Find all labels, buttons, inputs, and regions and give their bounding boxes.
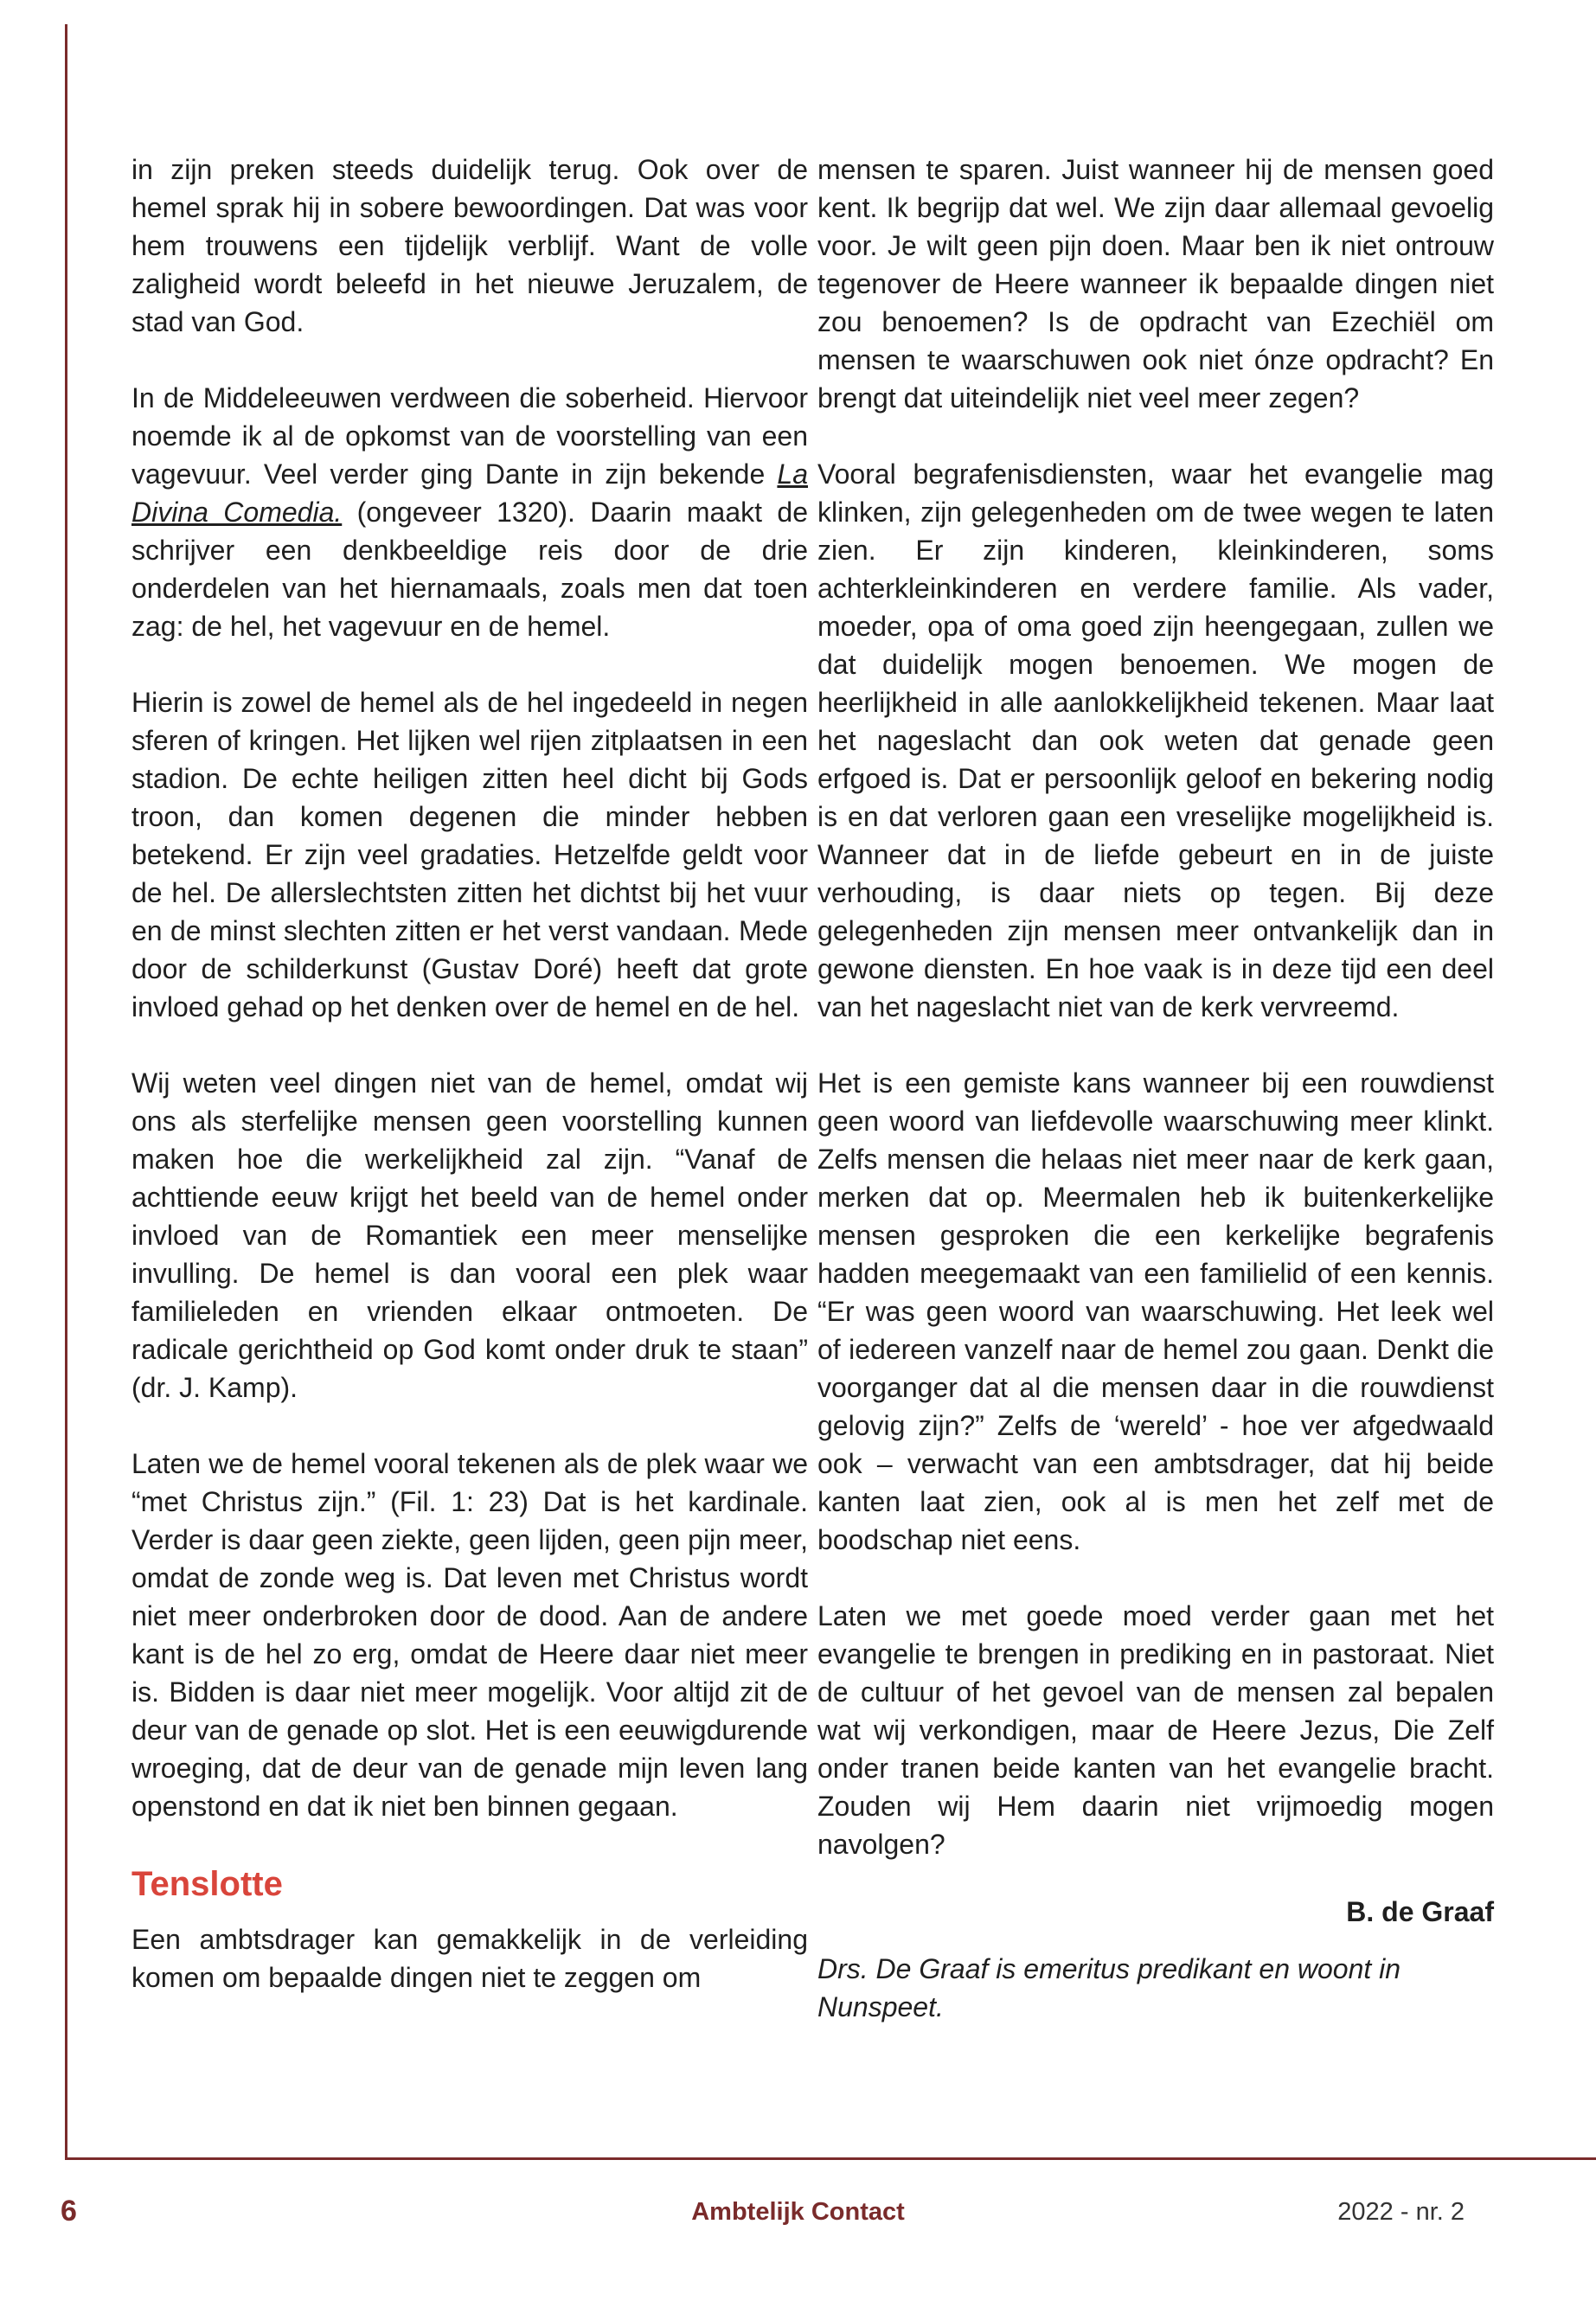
page-margin-rule bbox=[65, 24, 67, 2157]
right-paragraph-1: mensen te sparen. Juist wanneer hij de mensen goed kent. Ik begrijp dat wel. We zijn daar allemaal gevoelig voor. Je wilt geen pijn doen. Maar ben ik niet ontrouw tegenover de Heere wanneer ik bepaalde dingen niet zou benoemen? Is de opdracht van Ezechiël om mensen te waarschuwen ook niet ónze opdracht? En brengt dat uiteindelijk niet veel meer zegen? bbox=[817, 154, 1494, 413]
left-paragraph-2 bbox=[131, 379, 808, 645]
left-paragraph-3: Hierin is zowel de hemel als de hel ingedeeld in negen sferen of kringen. Het lijken wel rijen zitplaatsen in een stadion. De echte heiligen zitten heel dicht bij Gods troon, dan komen degenen die minder hebben betekend. Er zijn veel gradaties. Hetzelfde geldt voor de hel. De allerslechtsten zitten het dichtst bij het vuur en de minst slechten zitten er het verst vandaan. Mede door de schilderkunst (Gustav Doré) heeft dat grote invloed gehad op het denken over de hemel en de hel. bbox=[131, 687, 808, 1022]
left-paragraph-4: Wij weten veel dingen niet van de hemel, omdat wij ons als sterfelijke mensen geen voorstelling kunnen maken hoe die werkelijkheid zal zijn. “Vanaf de achttiende eeuw krijgt het beeld van de hemel onder invloed van de Romantiek een meer menselijke invulling. De hemel is dan vooral een plek waar familieleden en vrienden elkaar ontmoeten. De radicale gerichtheid op God komt onder druk te staan” (dr. J. Kamp). bbox=[131, 1067, 808, 1403]
page-number: 6 bbox=[61, 2195, 77, 2227]
left-paragraph-2-text-b: (ongeveer 1320). Daarin maakt de schrijver een denkbeeldige reis door de drie onderdelen van het hiernamaals, zoals men dat toen zag: de hel, het vagevuur en de hemel. bbox=[131, 497, 809, 642]
right-paragraph-2: Vooral begrafenisdiensten, waar het evangelie mag klinken, zijn gelegenheden om de twee wegen te laten zien. Er zijn kinderen, kleinkinderen, soms achterkleinkinderen en verdere familie. Als vader, moeder, opa of oma goed zijn heengegaan, zullen we dat duidelijk mogen benoemen. We mogen de heerlijkheid in alle aanlokkelijkheid tekenen. Maar laat het nageslacht dan ook weten dat genade geen erfgoed is. Dat er persoonlijk geloof en bekering nodig is en dat verloren gaan een vreselijke mogelijkheid is. Wanneer dat in de liefde gebeurt en in de juiste verhouding, is daar niets op tegen. Bij deze gelegenheden zijn mensen meer ontvankelijk dan in gewone diensten. En hoe vaak is in deze tijd een deel van het nageslacht niet van de kerk vervreemd. bbox=[817, 458, 1494, 1022]
right-column bbox=[817, 151, 1494, 2026]
left-paragraph-6: Een ambtsdrager kan gemakkelijk in de verleiding komen om bepaalde dingen niet te zeggen om bbox=[131, 1924, 808, 1993]
author-note: Drs. De Graaf is emeritus predikant en woont in Nunspeet. bbox=[817, 1953, 1401, 2022]
author-signature: B. de Graaf bbox=[1346, 1896, 1494, 1927]
magazine-title: Ambtelijk Contact bbox=[691, 2198, 905, 2226]
left-paragraph-5: Laten we de hemel vooral tekenen als de plek waar we “met Christus zijn.” (Fil. 1: 23) Dat is het kardinale. Verder is daar geen ziekte, geen lijden, geen pijn meer, omdat de zonde weg is. Dat leven met Christus wordt niet meer onderbroken door de dood. Aan de andere kant is de hel zo erg, omdat de Heere daar niet meer is. Bidden is daar niet meer mogelijk. Voor altijd zit de deur van de genade op slot. Het is een eeuwigdurende wroeging, dat de deur van de genade mijn leven lang openstond en dat ik niet ben binnen gegaan. bbox=[131, 1448, 808, 1822]
footer-rule bbox=[65, 2157, 1596, 2160]
right-paragraph-3: Het is een gemiste kans wanneer bij een rouwdienst geen woord van liefdevolle waarschuwing meer klinkt. Zelfs mensen die helaas niet meer naar de kerk gaan, merken dat op. Meermalen heb ik buitenkerkelijke mensen gesproken die een kerkelijke begrafenis hadden meegemaakt van een familielid of een kennis. “Er was geen woord van waarschuwing. Het leek wel of iedereen vanzelf naar de hemel zou gaan. Denkt die voorganger dat al die mensen daar in die rouwdienst gelovig zijn?” Zelfs de ‘wereld’ - hoe ver afgedwaald ook – verwacht van een ambtsdrager, dat hij beide kanten laat zien, ook al is men het zelf met de boodschap niet eens. bbox=[817, 1067, 1494, 1555]
divina-comedia-title: La Divina Comedia. bbox=[131, 458, 808, 528]
issue-label: 2022 - nr. 2 bbox=[1337, 2198, 1465, 2226]
left-paragraph-2-text-a: In de Middeleeuwen verdween die soberheid. Hiervoor noemde ik al de opkomst van de voorstelling van een vagevuur. Veel verder ging Dante in zijn bekende bbox=[131, 382, 808, 490]
left-column bbox=[131, 151, 808, 2035]
right-paragraph-4: Laten we met goede moed verder gaan met het evangelie te brengen in prediking en in pastoraat. Niet de cultuur of het gevoel van de mensen zal bepalen wat wij verkondigen, maar de Heere Jezus, Die Zelf onder tranen beide kanten van het evangelie bracht. Zouden wij Hem daarin niet vrijmoedig mogen navolgen? bbox=[817, 1600, 1494, 1860]
left-paragraph-1: in zijn preken steeds duidelijk terug. Ook over de hemel sprak hij in sobere bewoordingen. Dat was voor hem trouwens een tijdelijk verblijf. Want de volle zaligheid wordt beleefd in het nieuwe Jeruzalem, de stad van God. bbox=[131, 154, 808, 337]
section-heading-tenslotte: Tenslotte bbox=[131, 1865, 283, 1903]
